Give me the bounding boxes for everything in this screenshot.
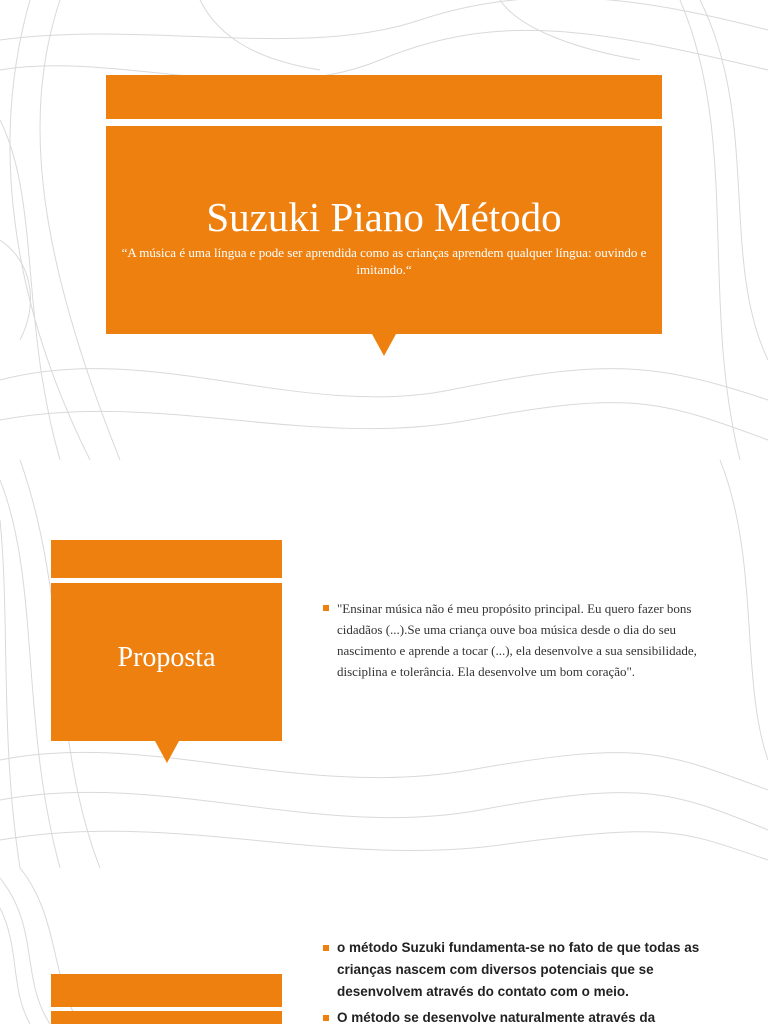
bullet-marker: [323, 605, 329, 611]
bullet-marker: [323, 1015, 329, 1021]
title-top-bar: [51, 540, 282, 578]
bullet-marker: [323, 945, 329, 951]
title-top-bar: [51, 974, 282, 1007]
slide-2: [0, 460, 768, 868]
slide-3: [0, 868, 768, 1024]
slide-quote: “A música é uma língua e pode ser aprendida como as crianças aprendem qualquer língua: ouvindo e imitando.“: [121, 245, 647, 277]
title-top-bar: [106, 75, 662, 119]
bullet-1: [337, 937, 727, 1003]
bullet-text: O método se desenvolve naturalmente através da: [337, 1010, 656, 1024]
bullet-text: "Ensinar música não é meu propósito principal. Eu quero fazer bons cidadãos (...).Se uma criança ouve boa música desde o dia do seu nascimento e aprende a tocar (...), ela desenvolve a sua sensibilidade, disciplina e tolerância. Ela desenvolve um bom coração".: [337, 601, 697, 679]
slide-1: [0, 0, 768, 460]
title-box-pointer: [155, 741, 179, 763]
bullet-2: [337, 1007, 727, 1024]
slide-title: Proposta: [117, 642, 216, 673]
bullet-text: o método Suzuki fundamenta-se no fato de que todas as crianças nascem com diversos potenciais que se desenvolvem através do contato com o meio.: [337, 940, 700, 999]
slide-title: Suzuki Piano Método: [206, 194, 562, 240]
title-box: [51, 1011, 282, 1024]
title-box-pointer: [372, 334, 396, 356]
quote-bullet: [337, 598, 702, 682]
